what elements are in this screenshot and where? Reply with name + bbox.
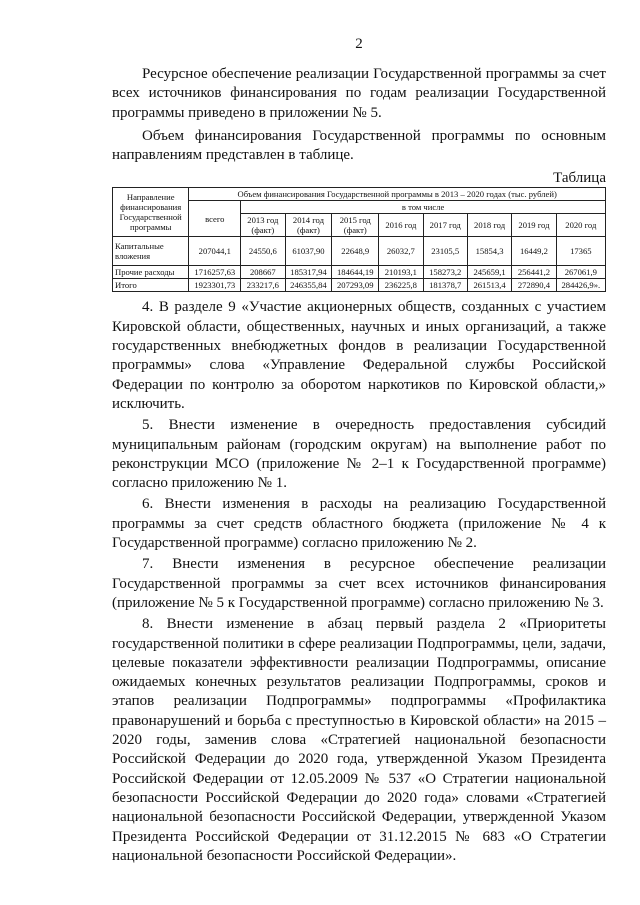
row-label: Итого <box>113 279 189 292</box>
table-cell: 272890,4 <box>512 279 556 292</box>
header-direction: Направление финансирования Государственной программы <box>113 188 189 237</box>
item-6-paragraph: 6. Внести изменения в расходы на реализацию Государственной программы за счет средств областного бюджета (приложение № 4 к Государственной программе) согласно приложению № 2. <box>112 496 606 552</box>
financing-table <box>112 187 606 292</box>
table-cell: 256441,2 <box>512 266 556 279</box>
table-cell: 26032,7 <box>379 237 423 266</box>
table-cell: 23105,5 <box>423 237 467 266</box>
header-year: 2020 год <box>556 214 605 237</box>
table-cell: 1716257,63 <box>189 266 241 279</box>
page-number: 2 <box>355 36 363 52</box>
table-row <box>113 266 606 279</box>
header-year: 2015 год (факт) <box>332 214 379 237</box>
table-cell: 15854,3 <box>467 237 511 266</box>
table-cell: 181378,7 <box>423 279 467 292</box>
table-cell: 284426,9». <box>556 279 605 292</box>
header-year: 2019 год <box>512 214 556 237</box>
table-cell: 245659,1 <box>467 266 511 279</box>
table-cell: 185317,94 <box>285 266 332 279</box>
header-year: 2018 год <box>467 214 511 237</box>
intro-paragraph-2: Объем финансирования Государственной программы по основным направлениям представлен в таблице. <box>112 127 606 164</box>
table-cell: 208667 <box>241 266 285 279</box>
header-year: 2013 год (факт) <box>241 214 285 237</box>
table-cell: 261513,4 <box>467 279 511 292</box>
intro-paragraph-1: Ресурсное обеспечение реализации Государственной программы за счет всех источников финансирования по годам реализации Государственной программы приведено в приложении № 5. <box>112 66 606 121</box>
table-cell: 184644,19 <box>332 266 379 279</box>
table-cell: 246355,84 <box>285 279 332 292</box>
table-caption: Таблица <box>553 170 606 187</box>
header-volume: Объем финансирования Государственной программы в 2013 – 2020 годах (тыс. рублей) <box>189 188 606 201</box>
table-cell: 22648,9 <box>332 237 379 266</box>
table-cell: 210193,1 <box>379 266 423 279</box>
table-cell: 267061,9 <box>556 266 605 279</box>
header-year: 2016 год <box>379 214 423 237</box>
table-cell: 233217,6 <box>241 279 285 292</box>
header-including: в том числе <box>241 201 606 214</box>
row-label: Капитальные вложения <box>113 237 189 266</box>
table-cell: 207044,1 <box>189 237 241 266</box>
table-cell: 24550,6 <box>241 237 285 266</box>
table-cell: 17365 <box>556 237 605 266</box>
item-5-paragraph: 5. Внести изменение в очередность предоставления субсидий муниципальным районам (городским округам) на выполнение работ по реконструкции МСО (приложение № 2–1 к Государственной программе) согласно приложению № 1. <box>112 417 606 492</box>
header-year: 2017 год <box>423 214 467 237</box>
item-8-paragraph: 8. Внести изменение в абзац первый раздела 2 «Приоритеты государственной политики в сфере реализации Подпрограммы, цели, задачи, целевые показатели эффективности реализации Подпрограммы, описание ожидаемых конечных результатов реализации Подпрограммы, сроков и этапов реализации Подпрограммы» подпрограммы «Профилактика правонарушений и борьба с преступностью в Кировской области» на 2015 – 2020 годы, заменив слова «Стратегией национальной безопасности Российской Федерации до 2020 года, утвержденной Указом Президента Российской Федерации от 12.05.2009 № 537 «О Стратегии национальной безопасности Российской Федерации до 2020 года» словами «Стратегией национальной безопасности Российской Федерации, утвержденной Указом Президента Российской Федерации от 31.12.2015 № 683 «О Стратегии национальной безопасности Российской Федерации». <box>112 616 606 864</box>
table-cell: 1923301,73 <box>189 279 241 292</box>
table-cell: 158273,2 <box>423 266 467 279</box>
table-cell: 236225,8 <box>379 279 423 292</box>
table-cell: 207293,09 <box>332 279 379 292</box>
table-row <box>113 279 606 292</box>
header-year: 2014 год (факт) <box>285 214 332 237</box>
item-4-paragraph: 4. В разделе 9 «Участие акционерных обществ, созданных с участием Кировской области, общественных, научных и иных организаций, а также государственных внебюджетных фондов в реализации Государственной программы» слова «Управление Федеральной службы Российской Федерации по контролю за оборотом наркотиков по Кировской области,» исключить. <box>112 299 606 412</box>
table-row <box>113 237 606 266</box>
row-label: Прочие расходы <box>113 266 189 279</box>
header-total: всего <box>189 201 241 237</box>
table-cell: 16449,2 <box>512 237 556 266</box>
table-cell: 61037,90 <box>285 237 332 266</box>
item-7-paragraph: 7. Внести изменения в ресурсное обеспечение реализации Государственной программы за счет всех источников финансирования (приложение № 5 к Государственной программе) согласно приложению № 3. <box>112 556 606 611</box>
